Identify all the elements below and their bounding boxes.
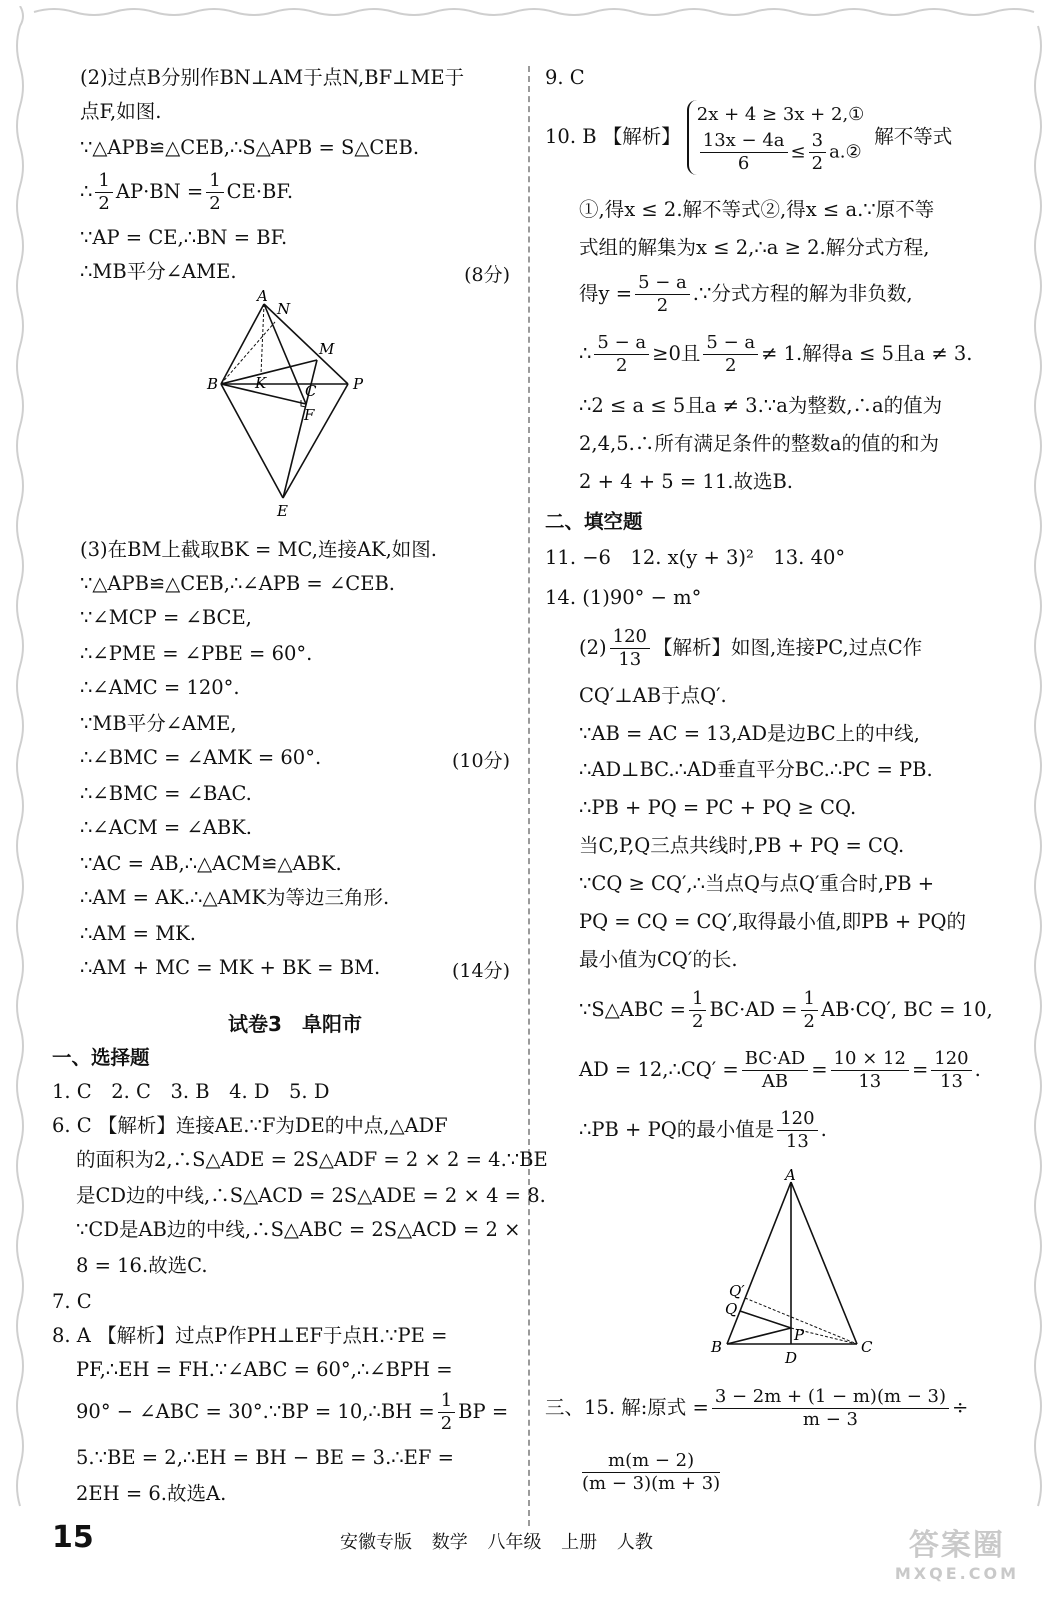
figure-triangle [705,1168,885,1368]
q2-line-1: (2)过点B分别作BN⊥AM于点N,BF⊥ME于 [80,66,465,89]
label-n: N [277,300,291,318]
q2-line-4 [80,170,293,215]
fraction-num: 120 [610,626,650,649]
label-f: F [304,406,315,424]
fraction-num: 1 [206,170,223,193]
q14-line-4: ∴AD⊥BC.∴AD垂直平分BC.∴PC = PB. [579,758,933,781]
q8-line-5: 2EH = 6.故选A. [76,1482,227,1505]
q14-line-8: PQ = CQ = CQ′,取得最小值,即PB + PQ的 [579,910,967,933]
equals-sign: = [811,1058,828,1081]
fraction-den: 6 [737,153,750,174]
label-c: C [305,382,317,400]
q10-line-7: 2,4,5.∴所有满足条件的整数a的值的和为 [579,432,939,455]
q10-tail: 解不等式 [874,125,953,148]
fraction-den: 2 [692,1011,704,1032]
q10-head: 10. B 【解析】 [545,125,681,148]
q3-line-11: ∴AM = AK.∴△AMK为等边三角形. [80,886,390,909]
fraction [831,1048,909,1093]
q14-line-12-end: . [820,1118,827,1141]
q9: 9. C [545,66,585,89]
q3-line-6: ∵MB平分∠AME, [80,712,237,735]
q10-line-6: ∴2 ≤ a ≤ 5且a ≠ 3.∵a为整数,∴a的值为 [579,394,943,417]
fraction-half [95,170,112,215]
paper-title: 试卷3 阜阳市 [228,1012,362,1036]
mc-answers: 1. C 2. C 3. B 4. D 5. D [52,1080,330,1103]
q14-2 [579,626,922,671]
q14-line-10-end: AB·CQ′, BC = 10, [820,998,993,1021]
fraction-den: 2 [440,1413,453,1434]
fraction-num: 13x − 4a [700,130,788,153]
q6-line-2: 的面积为2,∴S△ADE = 2S△ADF = 2 × 2 = 4.∵BE [76,1148,548,1171]
q8-line-1: 8. A 【解析】过点P作PH⊥EF于点H.∵PE = [52,1324,448,1347]
fraction-den: 2 [616,355,628,376]
section-choice: 一、选择题 [52,1046,150,1069]
q15-line-2 [579,1450,723,1495]
q3-line-13: ∴AM + MC = MK + BK = BM. [80,956,381,979]
q8-line-3-end: BP = [458,1400,509,1423]
fraction-half [801,988,818,1033]
q8-line-4: 5.∵BE = 2,∴EH = BH − BE = 3.∴EF = [76,1446,454,1469]
q3-line-4: ∴∠PME = ∠PBE = 60°. [80,642,313,665]
q14-line-9: 最小值为CQ′的长. [579,948,738,971]
q10-line-3: 式组的解集为x ≤ 2,∴a ≥ 2.解分式方程, [579,236,930,259]
label-e: E [277,502,288,518]
label-q-prime: Q′ [729,1282,745,1300]
q14-line-3: ∵AB = AC = 13,AD是边BC上的中线, [579,722,920,745]
q6-line-1: 6. C 【解析】连接AE.∵F为DE的中点,△ADF [52,1114,448,1137]
q7: 7. C [52,1290,92,1313]
q14-line-11-start: AD = 12,∴CQ′ = [579,1058,739,1081]
edge-be [221,384,283,498]
q14-line-6: 当C,P,Q三点共线时,PB + PQ = CQ. [579,834,905,857]
fraction-num: 1 [801,988,818,1011]
label-q: Q [725,1300,738,1318]
label-p: P [794,1326,805,1344]
fraction-num: 1 [438,1390,455,1413]
fraction-den: 2 [656,295,669,316]
page-number: 15 [52,1520,94,1555]
fraction [635,272,690,317]
q8-line-3-start: 90° − ∠ABC = 30°.∵BP = 10,∴BH = [76,1400,435,1423]
fraction-num: m(m − 2) [582,1450,720,1473]
footer-text: 安徽专版 数学 八年级 上册 人教 [340,1532,653,1553]
q6-line-3: 是CD边的中线,∴S△ACD = 2S△ADE = 2 × 4 = 8. [76,1184,546,1207]
watermark-bottom: MXQE.COM [894,1564,1019,1583]
label-d: D [785,1349,798,1367]
q14-line-10 [579,988,993,1033]
label-k: K [255,374,267,392]
q3-line-9: ∴∠ACM = ∠ABK. [80,816,252,839]
q6-line-5: 8 = 16.故选C. [76,1254,208,1277]
inequality-2 [697,130,865,175]
q10-line-4-end: .∵分式方程的解为非负数, [692,282,913,305]
label-a: A [785,1168,796,1184]
q2-line-4-end: CE·BF. [226,180,294,203]
fraction-den: 13 [858,1071,882,1092]
fraction-den: (m − 3)(m + 3) [582,1473,721,1494]
fraction [594,332,649,377]
q11-13: 11. −6 12. x(y + 3)² 13. 40° [545,546,846,569]
fraction [931,1048,971,1093]
q3-line-2: ∵△APB≌△CEB,∴∠APB = ∠CEB. [80,572,395,595]
fraction [700,130,788,175]
label-a: A [257,288,268,305]
fraction-num: 120 [777,1108,817,1131]
score-14: (14分) [451,960,510,982]
q15-start: 三、15. 解:原式 = [545,1396,709,1419]
q2-line-3: ∵△APB≌△CEB,∴S△APB = S△CEB. [80,136,420,159]
q14-line-5: ∴PB + PQ = PC + PQ ≥ CQ. [579,796,857,819]
fraction-half [689,988,706,1033]
q2-line-6: ∴MB平分∠AME. [80,260,237,283]
fraction-num: 5 − a [703,332,758,355]
q14-line-7: ∵CQ ≥ CQ′,∴当点Q与点Q′重合时,PB + [579,872,935,895]
label-b: B [711,1338,723,1356]
inequality-1: 2x + 4 ≥ 3x + 2,① [696,104,865,125]
inequality-system [687,100,865,175]
q3-line-12: ∴AM = MK. [80,922,196,945]
fraction-den: 2 [725,355,737,376]
q14-line-2: CQ′⊥AB于点Q′. [579,684,727,707]
q10-line-5-mid: ≥0且 [652,342,701,365]
leq-sign: ≤ [790,141,806,163]
q14-1: 14. (1)90° − m° [545,586,702,609]
column-divider [528,66,530,1526]
fraction [809,130,826,175]
q14-line-11: AD = 12,∴CQ′ = $\frac{BC\cdot AD}{AB}$ = $\frac{10 \times 12}{13}$ = $\frac{120}{13}$ . [579,1048,981,1092]
fraction [742,1048,809,1093]
q10-header [545,100,952,175]
dashed-ak [261,304,264,374]
fraction-den: 2 [98,193,110,214]
q2-line-4-mid: AP·BN = [115,180,204,203]
edge-bm [221,360,317,384]
dashed-bn [221,322,275,384]
fraction-den: AB [761,1071,789,1092]
edge-ab [727,1182,791,1344]
edge-ac [264,304,306,404]
fraction [712,1386,949,1431]
edge-bp [727,1328,791,1344]
fraction-num: 120 [931,1048,971,1071]
q8-line-3 [76,1390,508,1435]
q14-2-start: (2) [579,636,607,659]
fraction [610,626,650,671]
q15-line-1 [545,1386,968,1431]
fraction-den: 2 [811,153,824,174]
q10-line-5-end: ≠ 1.解得a ≤ 5且a ≠ 3. [761,342,973,365]
label-b: B [207,375,219,393]
fraction-num: 10 × 12 [831,1048,909,1071]
fraction-den: 2 [209,193,221,214]
q3-line-5: ∴∠AMC = 120°. [80,676,240,699]
fraction-den: 13 [618,649,642,670]
label-p: P [353,375,364,393]
label-m: M [319,340,335,358]
fraction-den: m − 3 [802,1409,858,1430]
q2-line-5: ∵AP = CE,∴BN = BF. [80,226,288,249]
q14-line-10-start: ∵S△ABC = [579,998,686,1021]
fraction-half [438,1390,455,1435]
inequality-2-end: a.② [829,141,862,163]
watermark [895,1520,1019,1583]
fraction-num: 5 − a [635,272,690,295]
fraction [777,1108,817,1153]
q2-line-2: 点F,如图. [80,100,162,123]
therefore-sign: ∴ [579,342,592,365]
section-fill: 二、填空题 [545,510,643,533]
edge-me [283,360,317,498]
fraction-den: 13 [785,1131,809,1152]
q14-line-12-start: ∴PB + PQ的最小值是 [579,1118,775,1141]
figure-quadrilateral [205,288,375,518]
fraction [582,1450,720,1495]
fraction-num: 1 [95,170,112,193]
equals-sign: = [911,1058,929,1081]
q14-2-end: 【解析】如图,连接PC,过点C作 [652,636,923,659]
fraction-half [206,170,223,215]
q14-line-10-mid: BC·AD = [709,998,798,1021]
fraction-num: 1 [689,988,706,1011]
label-c: C [861,1338,873,1356]
score-8: (8分) [464,264,510,286]
watermark-top: 答案圈 [908,1528,1005,1563]
q8-line-2: PF,∴EH = FH.∵∠ABC = 60°,∴∠BPH = [76,1358,453,1381]
fraction-den: 2 [803,1011,815,1032]
q3-line-8: ∴∠BMC = ∠BAC. [80,782,252,805]
q10-line-8: 2 + 4 + 5 = 11.故选B. [579,470,793,493]
fraction [703,332,758,377]
divide-sign: ÷ [952,1396,969,1419]
q6-line-4: ∵CD是AB边的中线,∴S△ABC = 2S△ACD = 2 × [76,1218,521,1241]
fraction-den: 13 [940,1071,963,1092]
q10-line-4-start: 得y = [579,282,633,305]
fraction-num: 5 − a [594,332,649,355]
score-10: (10分) [451,750,510,772]
q10-line-2: ①,得x ≤ 2.解不等式②,得x ≤ a.∵原不等 [579,198,935,221]
edge-ac [791,1182,857,1344]
q3-line-10: ∵AC = AB,∴△ACM≌△ABK. [80,852,342,875]
q3-line-7: ∴∠BMC = ∠AMK = 60°. [80,746,322,769]
therefore-sign: ∴ [80,180,93,203]
edge-ab [221,304,264,384]
q3-line-3: ∵∠MCP = ∠BCE, [80,606,252,629]
fraction-num: BC·AD [742,1048,809,1071]
q10-line-4 [579,272,913,317]
q3-line-1: (3)在BM上截取BK = MC,连接AK,如图. [80,538,437,561]
fraction-num: 3 [809,130,826,153]
fraction-num: 3 − 2m + (1 − m)(m − 3) [712,1386,949,1409]
q14-line-12 [579,1108,827,1153]
q10-line-5 [579,332,973,377]
